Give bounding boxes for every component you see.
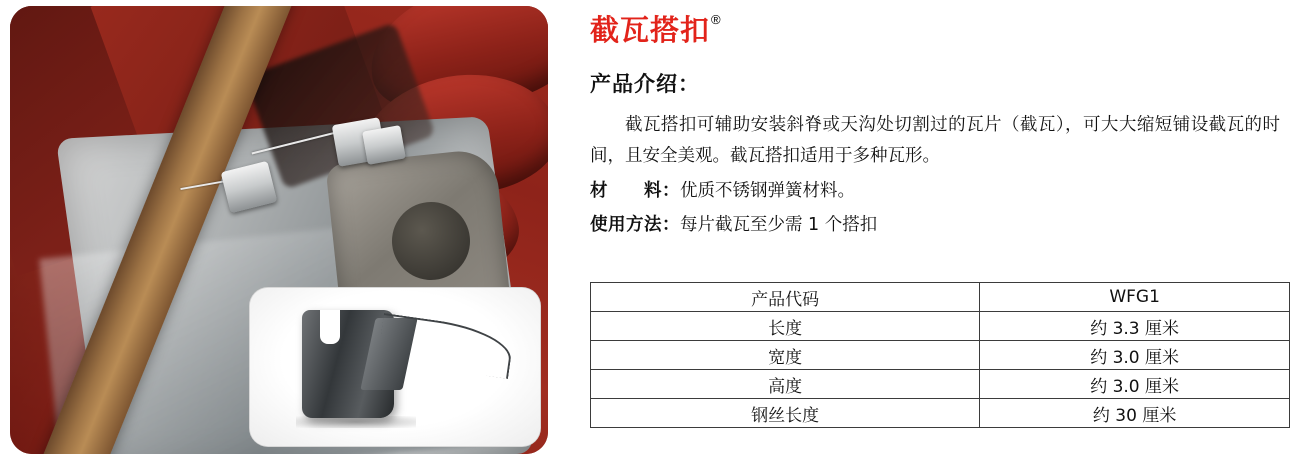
product-description: 截瓦搭扣可辅助安装斜脊或天沟处切割过的瓦片（截瓦），可大大缩短铺设截瓦的时间，且安全美观。截瓦搭扣适用于多种瓦形。: [590, 115, 1280, 166]
table-cell-label: 钢丝长度: [591, 399, 980, 428]
spec-material-value: 优质不锈钢弹簧材料。: [680, 181, 855, 201]
product-title-row: [590, 8, 720, 49]
spec-usage-label: 使用方法：: [590, 215, 680, 235]
spec-usage-value: 每片截瓦至少需 1 个搭扣: [680, 215, 878, 235]
table-cell-label: 宽度: [591, 341, 980, 370]
product-text-panel: [590, 0, 1290, 460]
table-row: [591, 370, 1290, 399]
section-heading: 产品介绍：: [590, 72, 700, 96]
table-cell-value: 约 3.0 厘米: [980, 341, 1290, 370]
table-cell-label: 高度: [591, 370, 980, 399]
table-cell-value: 约 3.0 厘米: [980, 370, 1290, 399]
page-title: 截瓦搭扣: [590, 13, 711, 47]
spec-usage-line: [590, 211, 877, 236]
table-cell-value: 约 30 厘米: [980, 399, 1290, 428]
table-row: [591, 399, 1290, 428]
main-product-photo: [10, 6, 548, 454]
table-cell-value: 约 3.3 厘米: [980, 312, 1290, 341]
table-row: [591, 341, 1290, 370]
registered-trademark-mark: ®: [711, 11, 721, 27]
table-cell-label: 长度: [591, 312, 980, 341]
product-closeup-inset: [250, 288, 540, 446]
spec-material-label: 材 料：: [590, 181, 680, 201]
table-row: [591, 283, 1290, 312]
specification-table: [590, 282, 1290, 428]
spec-material-line: [590, 177, 855, 202]
table-cell-label: 产品代码: [591, 283, 980, 312]
table-row: [591, 312, 1290, 341]
clip-notch: [320, 310, 340, 344]
table-cell-value: WFG1: [980, 283, 1290, 312]
tile-clip-3: [362, 125, 406, 165]
